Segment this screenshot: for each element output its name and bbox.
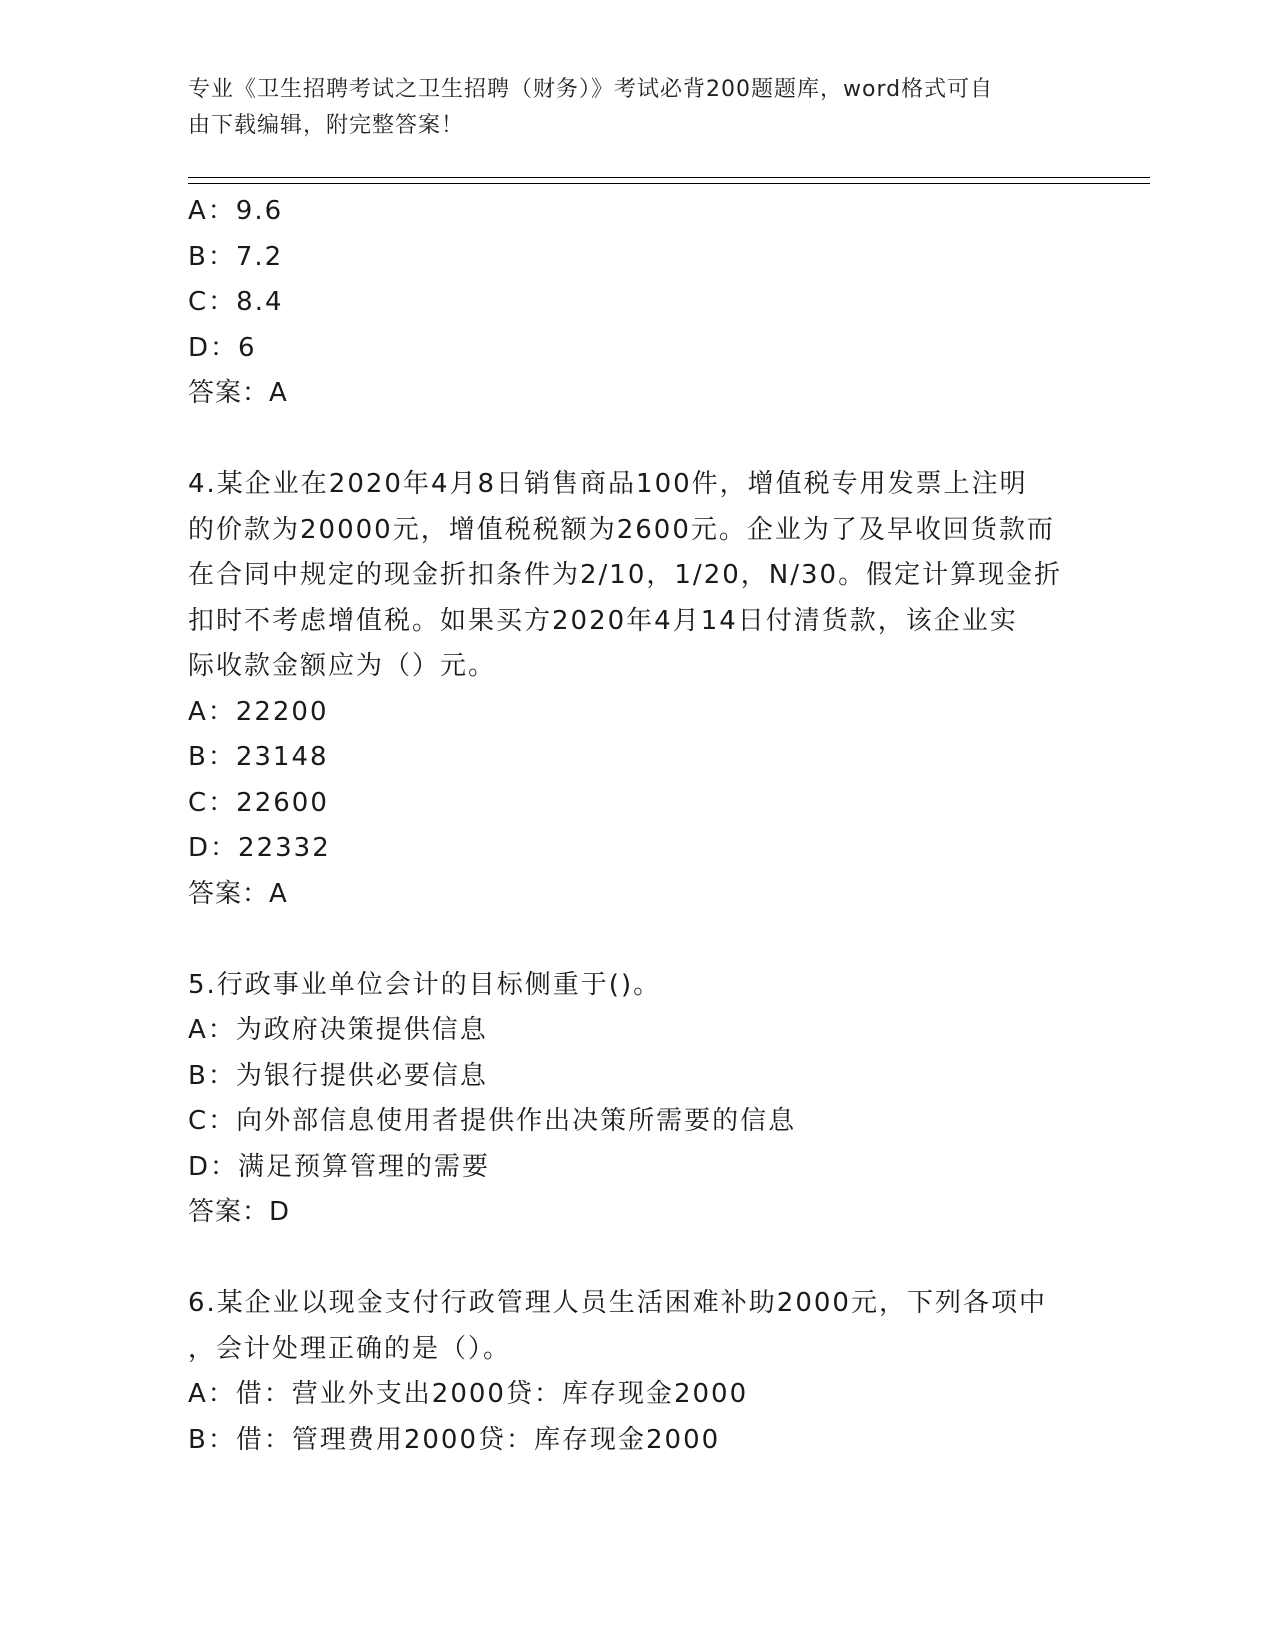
question-stem-line: 4.某企业在2020年4月8日销售商品100件，增值税专用发票上注明 — [188, 469, 1028, 499]
header-line-1: 专业《卫生招聘考试之卫生招聘（财务）》考试必背200题题库，word格式可自 — [188, 77, 994, 102]
question-stem-line: 际收款金额应为（）元。 — [188, 651, 497, 681]
question-6 — [188, 1281, 1088, 1463]
question-stem-line: 在合同中规定的现金折扣条件为2/10，1/20，N/30。假定计算现金折 — [188, 560, 1063, 590]
option-d: D：22332 — [188, 833, 331, 863]
question-stem-line: 5.行政事业单位会计的目标侧重于()。 — [188, 969, 662, 1000]
question-3 — [188, 189, 1088, 417]
option-c: C：8.4 — [188, 287, 284, 317]
document-header — [188, 72, 1068, 144]
question-stem-line: 扣时不考虑增值税。如果买方2020年4月14日付清货款，该企业实 — [188, 605, 1018, 636]
option-b: B：7.2 — [188, 241, 284, 272]
question-4 — [188, 462, 1088, 917]
option-c: C：22600 — [188, 787, 329, 818]
option-c: C：向外部信息使用者提供作出决策所需要的信息 — [188, 1106, 797, 1136]
question-stem-line: 6.某企业以现金支付行政管理人员生活困难补助2000元，下列各项中 — [188, 1288, 1047, 1318]
answer-line: 答案：D — [188, 1197, 291, 1227]
option-d: D：6 — [188, 332, 257, 363]
option-b: B：借：管理费用2000贷：库存现金2000 — [188, 1424, 721, 1455]
option-a: A：9.6 — [188, 196, 284, 226]
question-5 — [188, 963, 1088, 1236]
spacer — [188, 917, 1088, 963]
question-stem-line: ，会计处理正确的是（）。 — [188, 1333, 512, 1364]
answer-line: 答案：A — [188, 378, 288, 408]
option-a: A：借：营业外支出2000贷：库存现金2000 — [188, 1379, 749, 1409]
question-content — [188, 189, 1088, 1463]
option-a: A：为政府决策提供信息 — [188, 1015, 488, 1045]
spacer — [188, 417, 1088, 463]
option-b: B：为银行提供必要信息 — [188, 1060, 488, 1091]
header-line-2: 由下载编辑，附完整答案！ — [188, 113, 465, 138]
option-b: B：23148 — [188, 742, 329, 772]
question-stem-line: 的价款为20000元，增值税税额为2600元。企业为了及早收回货款而 — [188, 514, 1055, 545]
header-double-rule — [188, 177, 1150, 184]
answer-line: 答案：A — [188, 878, 288, 909]
spacer — [188, 1236, 1088, 1282]
option-a: A：22200 — [188, 696, 329, 727]
option-d: D：满足预算管理的需要 — [188, 1151, 491, 1182]
